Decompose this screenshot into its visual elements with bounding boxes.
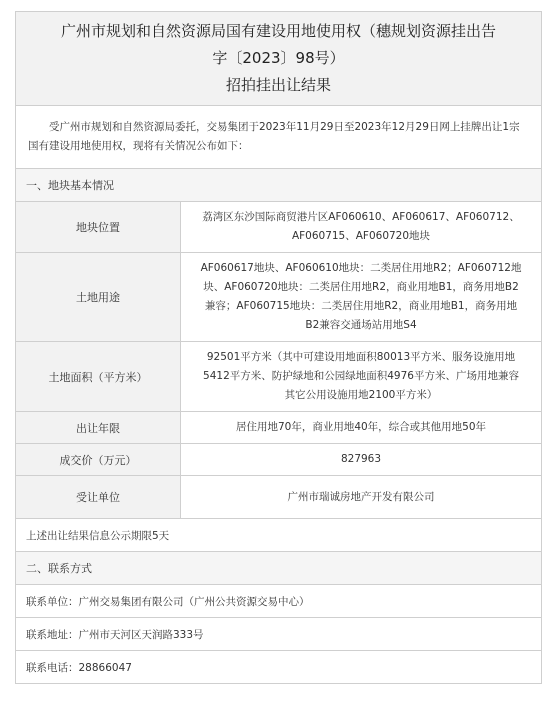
contact-address: 联系地址：广州市天河区天润路333号 [16, 618, 542, 651]
value-land-area: 92501平方米（其中可建设用地面积80013平方米、服务设施用地5412平方米、防护绿地和公园绿地面积4976平方米、广场用地兼容其它公用设施用地2100平方米） [181, 342, 542, 412]
label-plot-location: 地块位置 [16, 202, 181, 253]
label-lease-term: 出让年限 [16, 412, 181, 444]
section-heading-contact: 二、联系方式 [16, 552, 542, 585]
announcement [15, 11, 541, 684]
value-transferee: 广州市瑞诚房地产开发有限公司 [181, 476, 542, 519]
publicity-notice: 上述出让结果信息公示期限5天 [16, 519, 542, 552]
label-land-area: 土地面积（平方米） [16, 342, 181, 412]
value-land-use: AF060617地块、AF060610地块：二类居住用地R2；AF060712地块、AF060720地块：二类居住用地R2，商业用地B1，商务用地B2兼容；AF060715地块：二类居住用地R2，商业用地B1，商务用地B2兼容交通场站用地S4 [181, 253, 542, 342]
contact-phone: 联系电话：28866047 [16, 651, 542, 684]
value-plot-location: 荔湾区东沙国际商贸港片区AF060610、AF060617、AF060712、AF060715、AF060720地块 [181, 202, 542, 253]
title-line-1: 广州市规划和自然资源局国有建设用地使用权（穗规划资源挂出告 [61, 22, 497, 40]
value-lease-term: 居住用地70年，商业用地40年，综合或其他用地50年 [181, 412, 542, 444]
intro-paragraph: 受广州市规划和自然资源局委托，交易集团于2023年11月29日至2023年12月29日网上挂牌出让1宗国有建设用地使用权，现将有关情况公布如下： [16, 106, 542, 169]
title-line-3: 招拍挂出让结果 [226, 76, 332, 94]
value-deal-price: 827963 [181, 444, 542, 476]
label-land-use: 土地用途 [16, 253, 181, 342]
contact-unit: 联系单位：广州交易集团有限公司（广州公共资源交易中心） [16, 585, 542, 618]
section-heading-plot-info: 一、地块基本情况 [16, 169, 542, 202]
label-transferee: 受让单位 [16, 476, 181, 519]
announcement-table [15, 11, 542, 684]
label-deal-price: 成交价（万元） [16, 444, 181, 476]
announcement-title [16, 12, 542, 106]
title-line-2: 字〔2023〕98号） [212, 49, 345, 67]
